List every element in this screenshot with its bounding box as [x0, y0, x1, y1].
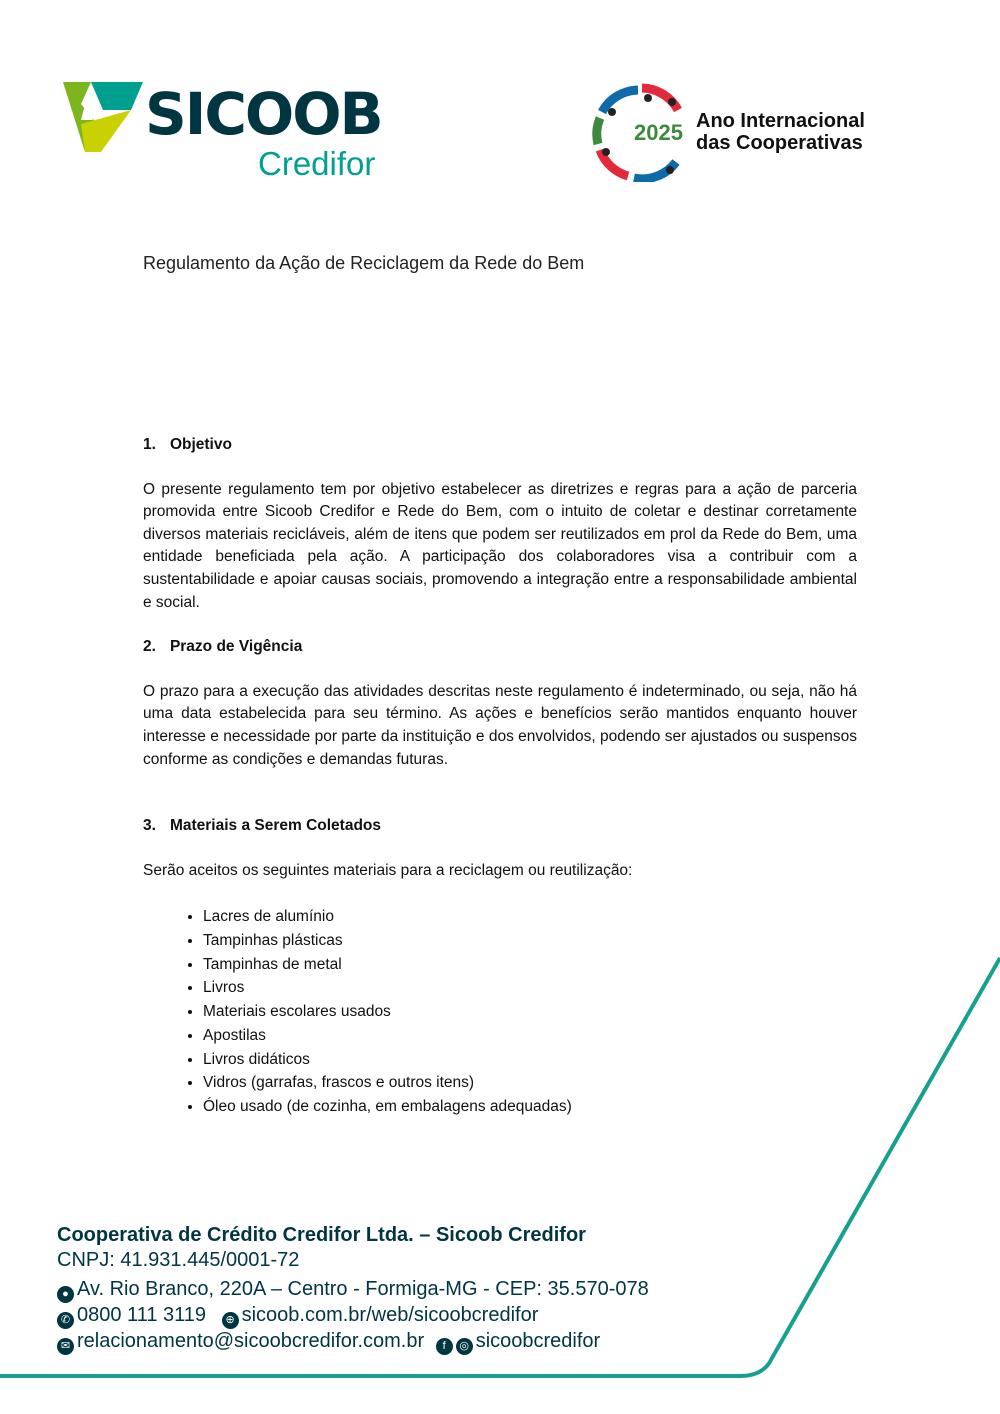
footer-phone: 0800 111 3119 [77, 1304, 207, 1326]
footer-cnpj: CNPJ: 41.931.445/0001-72 [57, 1248, 300, 1271]
footer-email[interactable]: relacionamento@sicoobcredifor.com.br [77, 1330, 425, 1352]
footer-website[interactable]: sicoob.com.br/web/sicoobcredifor [241, 1304, 539, 1326]
globe-icon: ⊕ [222, 1312, 239, 1329]
footer-address: Av. Rio Branco, 220A – Centro - Formiga-MG - CEP: 35.570-078 [77, 1278, 649, 1300]
footer-org: Cooperativa de Crédito Credifor Ltda. – Sicoob Credifor [57, 1224, 586, 1246]
location-icon: ● [57, 1286, 74, 1303]
brand-name: SICOOB [145, 80, 382, 148]
list-item: • Vidros (garrafas, frascos e outros itens) [203, 1071, 857, 1095]
facebook-icon: f [436, 1338, 453, 1355]
list-item: • Livros didáticos [203, 1048, 857, 1072]
list-item: • Tampinhas plásticas [203, 929, 857, 953]
list-item: • Apostilas [203, 1024, 857, 1048]
document-title: Regulamento da Ação de Reciclagem da Rede do Bem [143, 253, 585, 273]
section-text: Serão aceitos os seguintes materiais para a reciclagem ou reutilização: [143, 861, 633, 879]
section-title: Materiais a Serem Coletados [169, 817, 381, 835]
section-title: Objetivo [169, 436, 232, 453]
list-item: • Livros [203, 976, 857, 1000]
year-label: 2025 [634, 120, 683, 145]
list-item: • Tampinhas de metal [203, 953, 857, 977]
section-text: O presente regulamento tem por objetivo estabelecer as diretrizes e regras para a ação de parceria promovida entre Sicoob Credifor e Rede do Bem, com o intuito de coletar e destinar corretamente diversos materiais recicláveis, além de itens que podem ser reutilizados em prol da Rede do Bem, uma entidade beneficiada pela ação. A participação dos colaboradores visa a contribuir com a sustentabilidade e apoiar causas sociais, promovendo a integração entre a responsabilidade ambiental e social. [143, 480, 857, 611]
section-title: Prazo de Vigência [169, 638, 303, 656]
instagram-icon: ◎ [456, 1338, 473, 1355]
footer-social[interactable]: sicoobcredifor [475, 1330, 601, 1352]
year-logo-line1: Ano Internacional [696, 110, 865, 132]
list-item: • Óleo usado (de cozinha, em embalagens adequadas) [203, 1095, 857, 1119]
section-number: 2. [143, 638, 156, 656]
section-text: O prazo para a execução das atividades descritas neste regulamento é indeterminado, ou seja, não há uma data estabelecida para seu término. As ações e benefícios serão mantidos enquanto houver interesse e necessidade por parte da instituição e dos envolvidos, podendo ser ajustados ou suspensos conforme as condições e demandas futuras. [143, 682, 857, 768]
year-logo-line2: das Cooperativas [696, 132, 863, 154]
brand-sub: Credifor [258, 145, 376, 182]
list-item: • Lacres de alumínio [203, 905, 857, 929]
phone-icon: ✆ [57, 1312, 74, 1329]
footer [57, 1223, 649, 1355]
section-number: 3. [143, 817, 156, 835]
email-icon: ✉ [57, 1338, 74, 1355]
list-item: • Materiais escolares usados [203, 1000, 857, 1024]
section-number: 1. [143, 436, 156, 453]
